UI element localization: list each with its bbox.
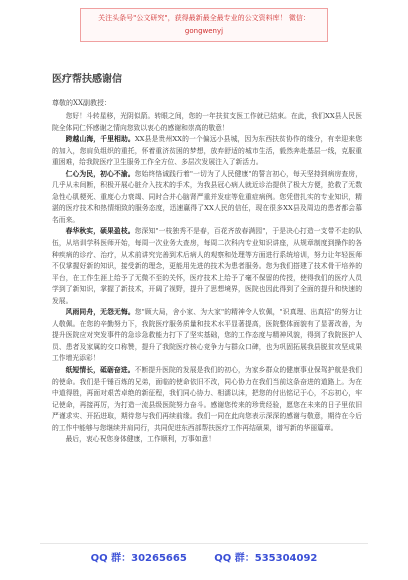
footer-qq-group-2: QQ 群：535304092: [214, 553, 318, 564]
footer-qq-group-1: QQ 群：30265665: [90, 553, 187, 564]
paragraph: 跨越山海，千里相助。XX县是贵州XX的一个偏远小县城，因为东西扶贫协作的缘分，有幸迎来您的加入，您肩负组织的重托，怀着重济贫困的梦想，放弃舒适的城市生活，毅然奔赴基层一线，克服重重困难，给我院医疗卫生服务工作全方位、多层次发展注入了新活力。: [52, 135, 362, 167]
paragraph-lead: 春华秋实，硕果盈枝。: [65, 227, 135, 236]
paragraph-lead: 跨越山海，千里相助。: [65, 135, 135, 144]
paragraph: 风雨同舟，无怨无悔。您"顾大局，舍小家、为大家"的精神令人钦佩，"识真理、出真招"的努力让人敬佩。在您的辛勤努力下，我院医疗服务质量和技术水平显著提高，医院整体面貌有了显著改善，为提升医院应对突发事件的急诊急救能力打下了坚实基础，您的工作态度与精神风貌，得到了我院医护人员、患者及家属的交口称赞，提升了我院医疗核心竞争力与群众口碑，也为巩固拓展我县脱贫攻坚成果工作增光添彩！: [52, 308, 362, 363]
promo-banner-text: 关注头条号"公文研究"，获得最新最全最专业的公文资料库！ 微信：gongwenyj: [98, 14, 310, 35]
paragraph: 纸短情长，砥砺奋进。不断提升医院的发展是我们的初心，为家乡群众的健康事业保驾护航是我们的使命。我们是千锤百炼的兄弟，面临的使命依旧不改，同心协力在我们当前这条奋进的道路上。为在中道得胜，再面对艰苦卓绝的新征程，我们同心协力、相濡以沫，把您的付出铭记于心，不忘初心，牢记使命，再接再厉，为打造一流县级医院努力奋斗。感谢您传来的珍贵经验，愿您在未来的日子里依旧严谨求实、开拓进取，期待您与我们再续前缘。我们一同在此向您表示深深的感谢与敬意，期待在今后的工作中能够与您继续并肩同行，共同促进东西部帮扶医疗工作再结硕果，谱写新的华丽篇章。: [52, 366, 363, 432]
paragraph: 您好！斗转星移，光阴似箭。转眼之间，您的一年扶贫支医工作就已结束。在此，我们XX县人民医院全体同仁怀感谢之情向您致以衷心的感谢和崇高的敬意！: [52, 112, 362, 132]
paragraph: 春华秋实，硕果盈枝。您深知"一枝独秀不是春，百花齐放春满园"，于是决心打造一支带不走的队伍，从培训学科医师开始，每周一次业务大查房，每周二次科内专业知识讲座，从规章制度到操作的各种疾病的诊疗、治疗，从术前讲究完善到术后病人的观察和处理等方面进行系统培训，努力让年轻医师不仅掌握好新的知识，接受新的理念，更能用先进的技术为患者服务。您为我们搭建了技术骨干培养的平台，在工作生涯上给予了无微不至的关怀，医疗技术上给予了毫不保留的传授，使得我们的医疗人员学到了新知识，掌握了新技术，开阔了视野，提升了思想境界，医院也因此得到了全面的提升和快速的发展。: [52, 227, 362, 305]
paragraph-lead: 仁心为民，初心不渝。: [65, 169, 135, 178]
paragraph-lead: 纸短情长，砥砺奋进。: [65, 366, 135, 375]
salutation: 尊敬的XX副教授：: [52, 99, 111, 107]
divider: [40, 543, 368, 544]
promo-banner: [80, 8, 328, 42]
paragraph: 仁心为民，初心不渝。您始终恪诚践行着"一切为了人民健康"的誓言初心，每天坚持到病房查房，几乎从未间断，积极开展心脏介入技术的手术，为我县冠心病人就近诊治提供了极大方便，抢救了无数急性心肌梗死、重度心力衰竭、同时合并心脑肾严重并发症等危重症病例。您凭借扎实的专业知识，精湛的医疗技术和热情细致的服务态度，迅速赢得了XX人民的信任，现在很多XX县及周边的患者都会慕名而来。: [52, 169, 362, 224]
paragraph-lead: 风雨同舟，无怨无悔。: [65, 308, 135, 317]
footer: [0, 549, 408, 564]
paragraph: 最后，衷心祝您身体健康，工作顺利，万事如意！: [65, 435, 216, 444]
letter-body: [52, 111, 362, 446]
document-title: 医疗帮扶感谢信: [52, 74, 122, 85]
